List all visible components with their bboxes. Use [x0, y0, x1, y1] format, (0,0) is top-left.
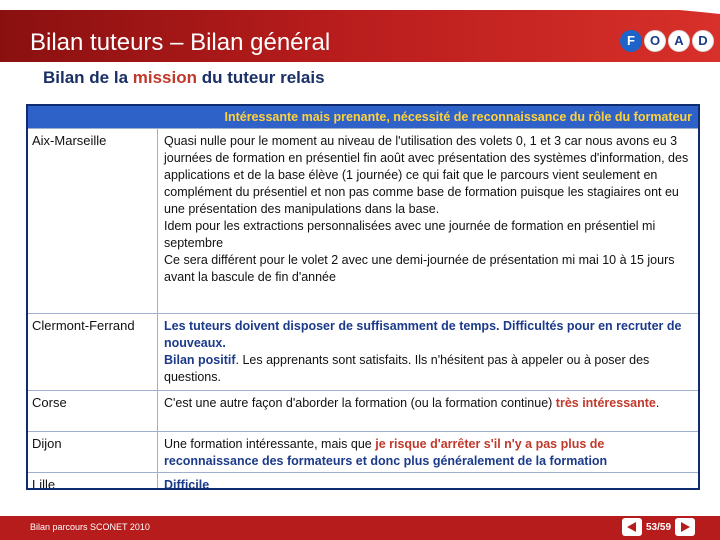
region-cell: Clermont-Ferrand — [28, 314, 158, 390]
comment-paragraph: Ce sera différent pour le volet 2 avec une demi-journée de présentation mi mai 10 à 15 jours avant la bascule de fin d'année — [164, 253, 675, 284]
region-cell: Corse — [28, 391, 158, 431]
table-row — [28, 431, 698, 472]
comment-cell — [158, 391, 698, 431]
table-header: Intéressante mais prenante, nécessité de reconnaissance du rôle du formateur — [28, 106, 698, 128]
slide-subtitle — [43, 68, 325, 88]
table-row — [28, 128, 698, 313]
region-cell: Dijon — [28, 432, 158, 472]
previous-arrow-icon[interactable] — [622, 518, 642, 536]
comment-text: . — [655, 396, 660, 410]
table-row — [28, 313, 698, 390]
subtitle-prefix: Bilan de la — [43, 68, 133, 87]
logo-letter-d: D — [692, 30, 714, 52]
page-title: Bilan tuteurs – Bilan général — [30, 29, 331, 56]
comment-bold-text: reconnaissance des formateurs et donc plus généralement de la formation — [164, 454, 608, 468]
page-number: 53/59 — [646, 521, 672, 533]
footer-bar — [0, 508, 720, 540]
comment-cell — [158, 432, 698, 472]
logo-letter-a: A — [668, 30, 690, 52]
comment-text: C'est une autre façon d'aborder la formation (ou la formation continue) — [164, 396, 556, 410]
header-banner — [0, 0, 720, 64]
foad-logo — [620, 30, 714, 52]
region-cell: Aix-Marseille — [28, 129, 158, 313]
logo-letter-f: F — [620, 30, 642, 52]
footer-caption: Bilan parcours SCONET 2010 — [30, 522, 150, 532]
comment-text: . Les apprenants sont satisfaits. Ils n'hésitent pas à appeler ou à poser des questions. — [164, 353, 650, 384]
next-arrow-icon[interactable] — [675, 518, 695, 536]
subtitle-suffix: du tuteur relais — [197, 68, 325, 87]
comment-highlight: très intéressante — [555, 396, 656, 410]
comment-cell — [158, 314, 698, 390]
logo-letter-o: O — [644, 30, 666, 52]
bilan-table — [26, 104, 700, 490]
table-row — [28, 472, 698, 490]
comment-bold-text: Bilan positif — [164, 353, 236, 367]
slide-pager — [622, 518, 695, 536]
region-cell: Lille — [28, 473, 158, 490]
comment-paragraph: Idem pour les extractions personnalisées avec une journée de formation en présentiel mi septembre — [164, 219, 656, 250]
comment-paragraph: Quasi nulle pour le moment au niveau de l'utilisation des volets 0, 1 et 3 car nous avons eu 3 journées de formation en présentiel fin août avec présentation des systèmes d'information, des applications et de la base élève (1 journée) ce qui fait que le parcours vient seulement en complément du présentiel et non pas comme base de formation puisque les stagiaires ont eu une présentation des manipulations dans la base. — [164, 134, 689, 216]
comment-cell: Difficile — [164, 478, 210, 490]
comment-cell — [158, 129, 698, 313]
comment-bold-text: Les tuteurs doivent disposer de suffisamment de temps. Difficultés pour en recruter de nouveaux. — [164, 319, 682, 350]
comment-text: Une formation intéressante, mais que — [164, 437, 376, 451]
subtitle-highlight: mission — [132, 68, 197, 87]
table-row — [28, 390, 698, 431]
comment-highlight: je risque d'arrêter s'il n'y a pas plus de — [375, 437, 605, 451]
